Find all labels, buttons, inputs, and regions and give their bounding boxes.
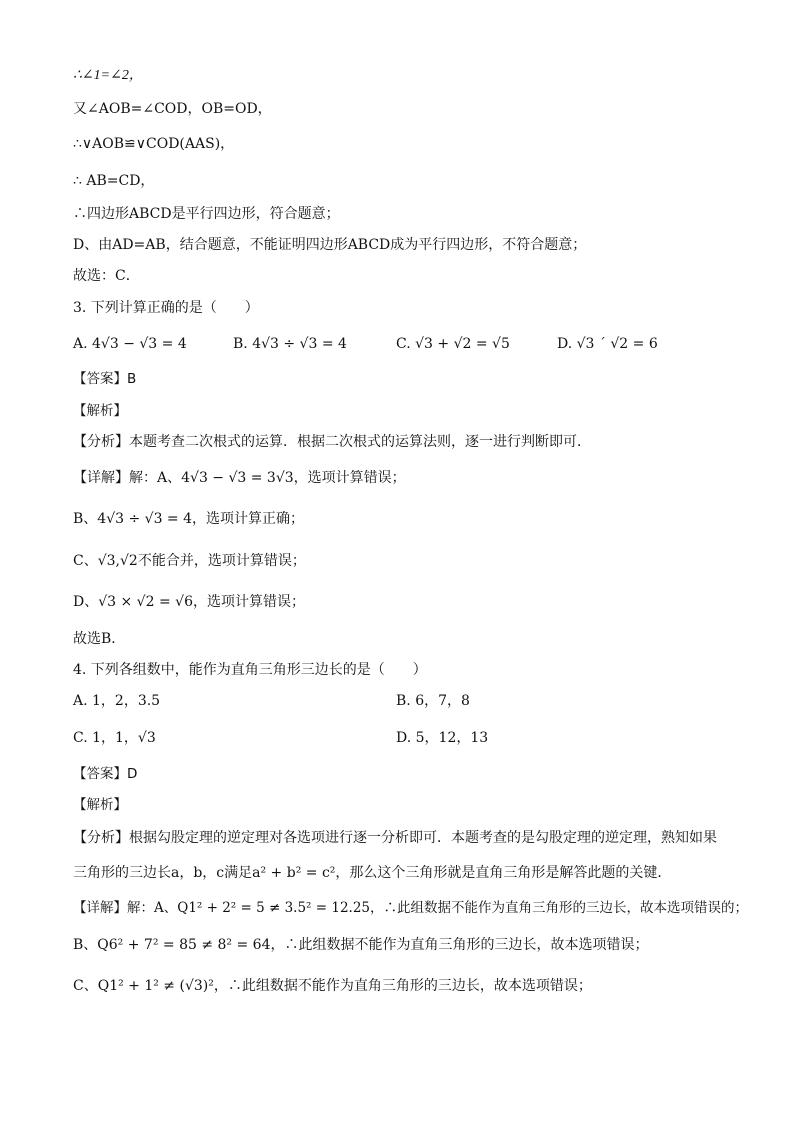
q3-detail-3: C、√3,√2不能合并，选项计算错误； (73, 553, 306, 569)
q4-option-d: D. 5，12，13 (396, 730, 489, 746)
q3-option-c: C. √3 + √2 = √5 (396, 336, 510, 352)
q3-option-b: B. 4√3 ÷ √3 = 4 (233, 336, 347, 352)
proof-line-7: 故选：C． (73, 268, 140, 284)
q3-option-d: D. √3 ´ √2 = 6 (557, 336, 658, 352)
q3-answer: 【答案】B (73, 371, 137, 387)
proof-line-4: ∴ AB=CD， (73, 173, 155, 189)
q4-option-c: C. 1，1，√3 (73, 730, 156, 746)
q4-answer: 【答案】D (73, 766, 138, 782)
q4-fenxi-line-2: 三角形的三边长a，b，c满足a² + b² = c²，那么这个三角形就是直角三角形是解答此题的关键． (73, 865, 672, 881)
q4-option-b: B. 6，7，8 (396, 693, 470, 709)
q4-detail-3: C、Q1² + 1² ≠ (√3)²，∴此组数据不能作为直角三角形的三边长，故本选项错误； (73, 978, 592, 994)
q4-stem: 4. 下列各组数中，能作为直角三角形三边长的是（ ） (73, 662, 427, 678)
q3-detail-4: D、√3 × √2 = √6，选项计算错误； (73, 594, 305, 610)
q4-option-a: A. 1，2，3.5 (73, 693, 161, 709)
q4-fenxi-line-1: 【分析】根据勾股定理的逆定理对各选项进行逐一分析即可．本题考查的是勾股定理的逆定理，熟知如果 (73, 830, 717, 846)
q3-fenxi: 【分析】本题考查二次根式的运算．根据二次根式的运算法则，逐一进行判断即可． (73, 434, 591, 450)
q3-option-a: A. 4√3 − √3 = 4 (73, 336, 187, 352)
proof-line-6: D、由AD=AB，结合题意，不能证明四边形ABCD成为平行四边形，不符合题意； (73, 237, 587, 253)
q3-detail-1: 【详解】解：A、4√3 − √3 = 3√3，选项计算错误； (73, 470, 406, 486)
q3-analysis-label: 【解析】 (73, 403, 127, 419)
q4-detail-1: 【详解】解：A、Q1² + 2² = 5 ≠ 3.5² = 12.25，∴此组数据不能作为直角三角形的三边长，故本选项错误的； (73, 900, 749, 916)
proof-line-5: ∴四边形ABCD是平行四边形，符合题意； (73, 206, 340, 222)
q4-analysis-label: 【解析】 (73, 797, 127, 813)
proof-line-1: ∴∠1=∠2， (73, 68, 143, 83)
q3-detail-5: 故选B． (73, 631, 126, 647)
q3-detail-2: B、4√3 ÷ √3 = 4，选项计算正确； (73, 511, 305, 527)
q3-stem: 3. 下列计算正确的是（ ） (73, 300, 259, 316)
proof-line-3: ∴∨AOB≌∨COD(AAS)， (73, 136, 235, 152)
proof-line-2: 又∠AOB=∠COD，OB=OD， (73, 101, 272, 117)
q4-detail-2: B、Q6² + 7² = 85 ≠ 8² = 64，∴此组数据不能作为直角三角形的三边长，故本选项错误； (73, 937, 649, 953)
